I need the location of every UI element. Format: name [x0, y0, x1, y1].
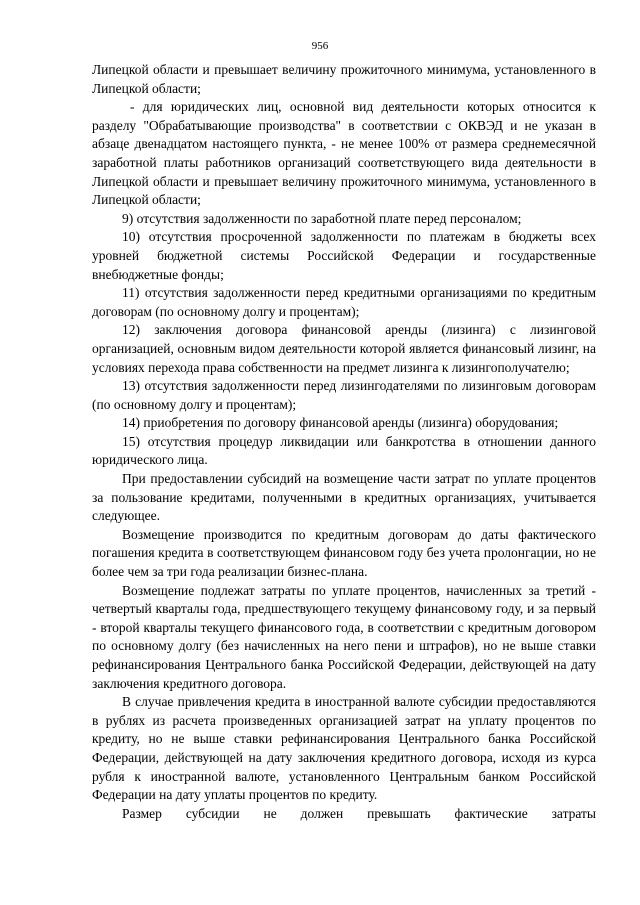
document-body	[92, 61, 596, 823]
paragraph-reimbursement-term: Возмещение производится по кредитным договорам до даты фактического погашения кредита в соответствующем финансовом году без учета пролонгации, но не более чем за три года реализации бизнес-плана.	[92, 526, 596, 580]
paragraph-manufacturing-requirement: - для юридических лиц, основной вид деятельности которых относится к разделу "Обрабатывающие производства" в соответствии с ОКВЭД и не указан в абзаце двенадцатом настоящего пункта, - не менее 100% от размера среднемесячной заработной платы работников организаций соответствующего вида деятельности в Липецкой области и превышает величину прожиточного минимума, установленного в Липецкой области;	[92, 99, 596, 208]
paragraph-foreign-currency: В случае привлечения кредита в иностранной валюте субсидии предоставляются в рублях из расчета произведенных организацией затрат на уплату процентов по кредиту, но не выше ставки рефинансирования Центрального банка Российской Федерации, действующей на дату заключения кредитного договора, исходя из курса рубля к иностранной валюте, установленного Центральным банком Российской Федерации на дату уплаты процентов по кредиту.	[92, 694, 596, 803]
paragraph-item-12: 12) заключения договора финансовой аренды (лизинга) с лизинговой организацией, основным видом деятельности которой является финансовый лизинг, на условиях перехода права собственности на предмет лизинга к лизингополучателю;	[92, 322, 596, 375]
paragraph-item-11: 11) отсутствия задолженности перед кредитными организациями по кредитным договорам (по основному долгу и процентам);	[92, 285, 596, 319]
paragraph-reimbursement-costs: Возмещение подлежат затраты по уплате процентов, начисленных за третий - четвертый кварталы года, предшествующего текущему финансовому году, и за первый - второй кварталы текущего финансового года, в соответствии с кредитным договором по основному долгу (без начисленных на него пени и штрафов), но не выше ставки рефинансирования Центрального банка Российской Федерации, действующей на дату заключения кредитного договора.	[92, 582, 596, 691]
paragraph-item-9: 9) отсутствия задолженности по заработной плате перед персоналом;	[122, 210, 522, 226]
page-number: 956	[311, 40, 329, 52]
paragraph-continuation: Липецкой области и превышает величину прожиточного минимума, установленного в Липецкой области;	[92, 62, 596, 96]
paragraph-subsidy-intro: При предоставлении субсидий на возмещение части затрат по уплате процентов за пользование кредитами, полученными в кредитных организациях, учитывается следующее.	[92, 471, 596, 524]
paragraph-item-13: 13) отсутствия задолженности перед лизингодателями по лизинговым договорам (по основному долгу и процентам);	[92, 378, 596, 412]
paragraph-item-10: 10) отсутствия просроченной задолженности по платежам в бюджеты всех уровней бюджетной системы Российской Федерации и государственные внебюджетные фонды;	[92, 229, 596, 282]
paragraph-item-14: 14) приобретения по договору финансовой аренды (лизинга) оборудования;	[122, 415, 559, 431]
paragraph-item-15: 15) отсутствия процедур ликвидации или банкротства в отношении данного юридического лица.	[92, 433, 596, 468]
paragraph-subsidy-size: Размер субсидии не должен превышать фактические затраты	[122, 805, 596, 821]
